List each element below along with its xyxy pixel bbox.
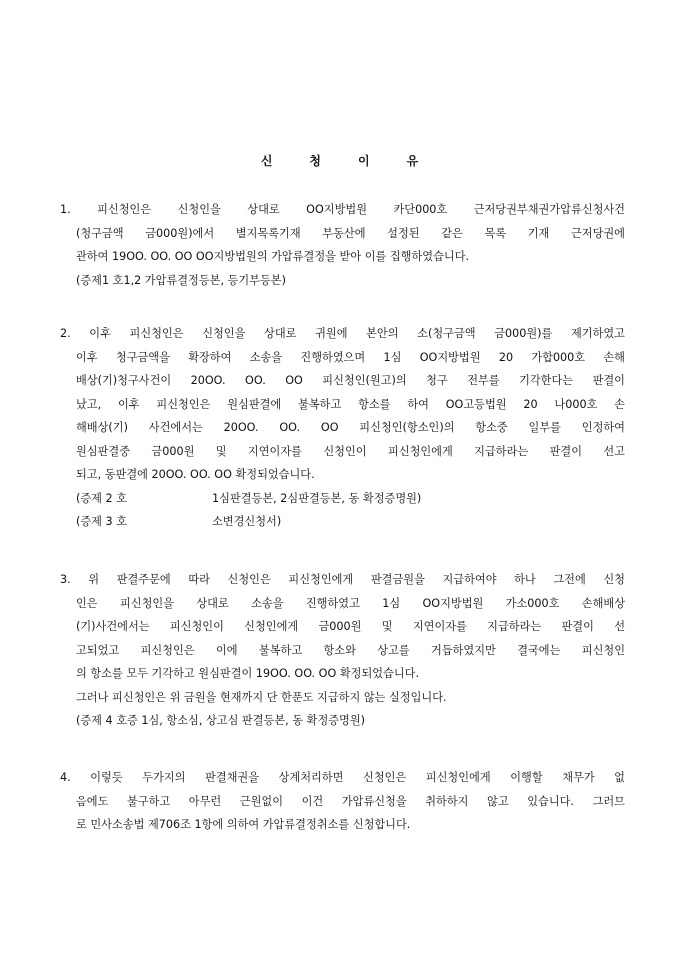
paragraph-line: 4. 이렇듯 두가지의 판결채권을 상계처리하면 신청인은 피신청인에게 이행할 채무가 없 <box>60 771 625 784</box>
title-char: 이 <box>358 154 371 168</box>
evidence-line <box>60 487 625 511</box>
evidence-line <box>60 709 625 733</box>
evidence-label: (증제 2 호 <box>76 491 128 505</box>
title-char: 유 <box>406 154 420 168</box>
paragraph-line: (청구금액 금000원)에서 별지목록기재 부동산에 설정된 같은 목록 기재 근저당권에 <box>76 226 625 240</box>
paragraph-line: 이후 청구금액을 확장하여 소송을 진행하였으며 1심 OO지방법원 20 가합000호 손해 <box>76 350 625 364</box>
evidence-label: (증제 3 호 <box>76 515 128 528</box>
evidence-text: (증제 4 호증 1심, 항소심, 상고심 판결등본, 동 확정증명원) <box>76 714 366 727</box>
reason-section-4 <box>60 766 625 837</box>
evidence-text: (증제1 호1,2 가압류결정등본, 등기부등본) <box>76 273 286 287</box>
reason-section-2 <box>60 322 625 534</box>
paragraph-line: 해배상(기) 사건에서는 20OO. OO. OO 피신청인(항소인)의 항소중 일부를 인정하여 <box>76 421 625 434</box>
paragraph-line: 음에도 불구하고 아무런 근원없이 이건 가압류신청을 취하하지 않고 있습니다. 그러므 <box>76 794 625 808</box>
paragraph-line: 의 항소를 모두 기각하고 원심판결이 19OO. OO. OO 확정되었습니다. <box>76 667 420 680</box>
evidence-desc: 소변경신청서) <box>212 515 282 528</box>
paragraph-line: 되고, 동판결에 20OO. OO. OO 확정되었습니다. <box>76 468 315 481</box>
paragraph-line: 1. 피신청인은 신청인을 상대로 OO지방법원 카단000호 근저당권부채권가압류신청사건 <box>60 203 625 216</box>
paragraph-line: 고되었고 피신청인은 이에 불복하고 항소와 상고를 거듭하였지만 결국에는 피신청인 <box>76 643 625 657</box>
page-title <box>0 152 680 169</box>
paragraph-line: 배상(기)청구사건이 20OO. OO. OO 피신청인(원고)의 청구 전부를 기각한다는 판결이 <box>76 374 625 387</box>
paragraph-line: 원심판결중 금000원 및 지연이자를 신청인이 피신청인에게 지급하라는 판결이 선고 <box>76 444 625 458</box>
reason-section-1 <box>60 198 625 292</box>
evidence-desc: 1심판결등본, 2심판결등본, 동 확정증명원) <box>212 491 422 505</box>
paragraph-line: (기)사건에서는 피신청인이 신청인에게 금000원 및 지연이자를 지급하라는 판결이 선 <box>76 620 625 633</box>
evidence-line <box>60 269 625 293</box>
title-char: 신 <box>260 154 274 168</box>
paragraph-line: 2. 이후 피신청인은 신청인을 상대로 귀원에 본안의 소(청구금액 금000원)를 제기하였고 <box>60 327 625 340</box>
paragraph-line: 3. 위 판결주문에 따라 신청인은 피신청인에게 판결금원을 지급하여야 하나 그전에 신청 <box>60 573 625 586</box>
paragraph-line: 로 민사소송법 제706조 1항에 의하여 가압류결정취소를 신청합니다. <box>76 818 411 831</box>
paragraph-line: 났고, 이후 피신청인은 원심판결에 불복하고 항소를 하여 OO고등법원 20 나000호 손 <box>76 397 625 411</box>
paragraph-line: 그러나 피신청인은 위 금원을 현재까지 단 한푼도 지급하지 않는 실정입니다. <box>76 690 447 704</box>
reason-section-3 <box>60 568 625 733</box>
title-char: 청 <box>309 154 322 168</box>
paragraph-line: 인은 피신청인을 상대로 소송을 진행하였고 1심 OO지방법원 가소000호 손해배상 <box>76 596 625 610</box>
paragraph-line: 관하여 19OO. OO. OO OO지방법원의 가압류결정을 받아 이를 집행하였습니다. <box>76 250 470 263</box>
evidence-line <box>60 510 625 534</box>
